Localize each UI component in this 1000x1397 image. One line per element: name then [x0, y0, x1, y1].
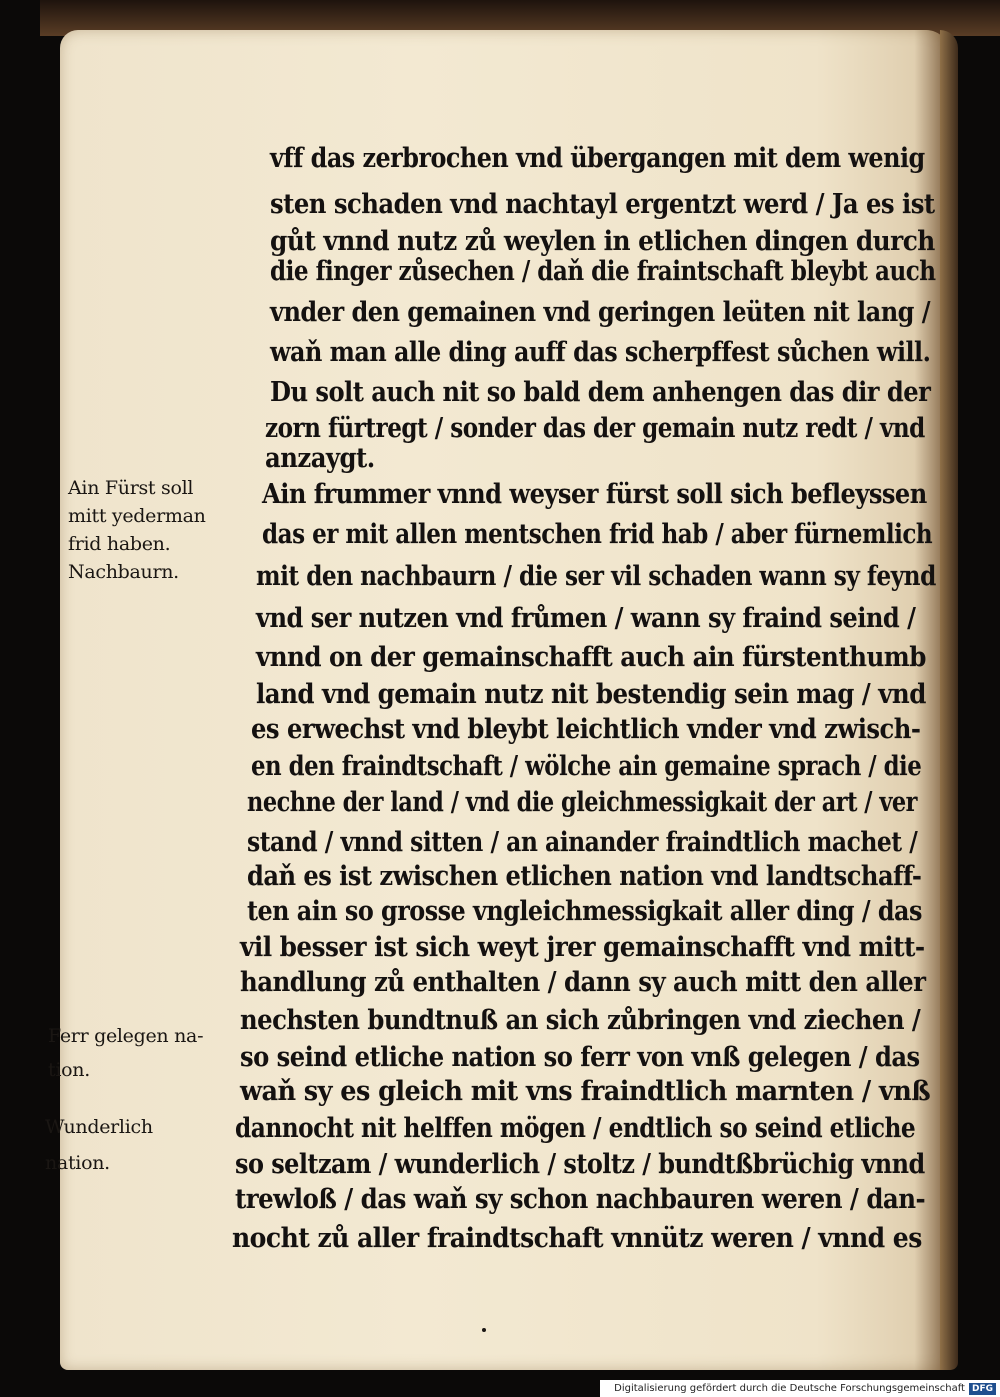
text-line: Ain frummer vnnd weyser fürst soll sich befleyssen — [262, 479, 927, 510]
text-line: waň man alle ding auff das scherpffest sůchen will. — [270, 337, 931, 368]
text-line: mit den nachbaurn / die ser vil schaden wann sy feynd — [256, 561, 936, 592]
text-line: zorn fürtregt / sonder das der gemain nutz redt / vnd — [265, 413, 925, 444]
text-line: vnd ser nutzen vnd frůmen / wann sy fraind seind / — [256, 603, 916, 634]
text-line: vnder den gemainen vnd geringen leüten nit lang / — [270, 297, 931, 328]
margin-note-line: frid haben. — [68, 533, 171, 555]
text-line: vff das zerbrochen vnd übergangen mit dem wenig — [270, 143, 925, 174]
text-line: handlung zů enthalten / dann sy auch mitt den aller — [240, 967, 926, 998]
text-line: vil besser ist sich weyt jrer gemainschafft vnd mitt- — [240, 932, 925, 963]
text-line: waň sy es gleich mit vns fraindtlich marnten / vnß — [240, 1076, 931, 1107]
text-line: so seind etliche nation so ferr von vnß gelegen / das — [240, 1042, 920, 1073]
text-line: daň es ist zwischen etlichen nation vnd landtschaff- — [247, 861, 922, 892]
footer-credit: Digitalisierung gefördert durch die Deutsche Forschungsgemeinschaft — [614, 1383, 965, 1394]
text-line: trewloß / das waň sy schon nachbauren weren / dan- — [235, 1184, 926, 1215]
dfg-logo: DFG — [969, 1383, 996, 1395]
text-line: stand / vnnd sitten / an ainander fraindtlich machet / — [247, 827, 918, 858]
margin-note-line: mitt yederman — [68, 505, 206, 527]
text-line: nechsten bundtnuß an sich zůbringen vnd ziechen / — [240, 1005, 921, 1036]
margin-note-line: tion. — [48, 1059, 90, 1081]
text-line: dannocht nit helffen mögen / endtlich so seind etliche — [235, 1113, 916, 1144]
text-line: en den fraindtschaft / wölche ain gemaine sprach / die — [251, 751, 922, 782]
text-line: das er mit allen mentschen frid hab / aber fürnemlich — [262, 519, 933, 550]
text-line: nocht zů aller fraindtschaft vnnütz weren / vnnd es — [232, 1223, 922, 1254]
text-line: land vnd gemain nutz nit bestendig sein mag / vnd — [256, 679, 926, 710]
ink-dot — [482, 1328, 486, 1332]
text-line: die finger zůsechen / daň die fraintschaft bleybt auch — [270, 256, 936, 287]
margin-note-line: Wunderlich — [45, 1116, 153, 1138]
text-line: Du solt auch nit so bald dem anhengen das dir der — [270, 377, 931, 408]
text-line: so seltzam / wunderlich / stoltz / bundtßbrüchig vnnd — [235, 1149, 925, 1180]
text-line: anzaygt. — [265, 443, 375, 474]
page-curl — [940, 30, 958, 1370]
text-line: gůt vnnd nutz zů weylen in etlichen dingen durch — [270, 226, 935, 257]
footer-bar — [600, 1380, 1000, 1397]
text-line: nechne der land / vnd die gleichmessigkait der art / ver — [247, 787, 918, 818]
text-line: ten ain so grosse vngleichmessigkait aller ding / das — [247, 896, 922, 927]
text-line: vnnd on der gemainschafft auch ain fürstenthumb — [256, 642, 926, 673]
margin-note-line: Ferr gelegen na- — [48, 1025, 204, 1047]
text-line: sten schaden vnd nachtayl ergentzt werd / Ja es ist — [270, 189, 935, 220]
text-line: es erwechst vnd bleybt leichtlich vnder vnd zwisch- — [251, 714, 921, 745]
margin-note-line: Ain Fürst soll — [68, 477, 194, 499]
margin-note-line: Nachbaurn. — [68, 561, 179, 583]
margin-note-line: nation. — [45, 1152, 110, 1174]
